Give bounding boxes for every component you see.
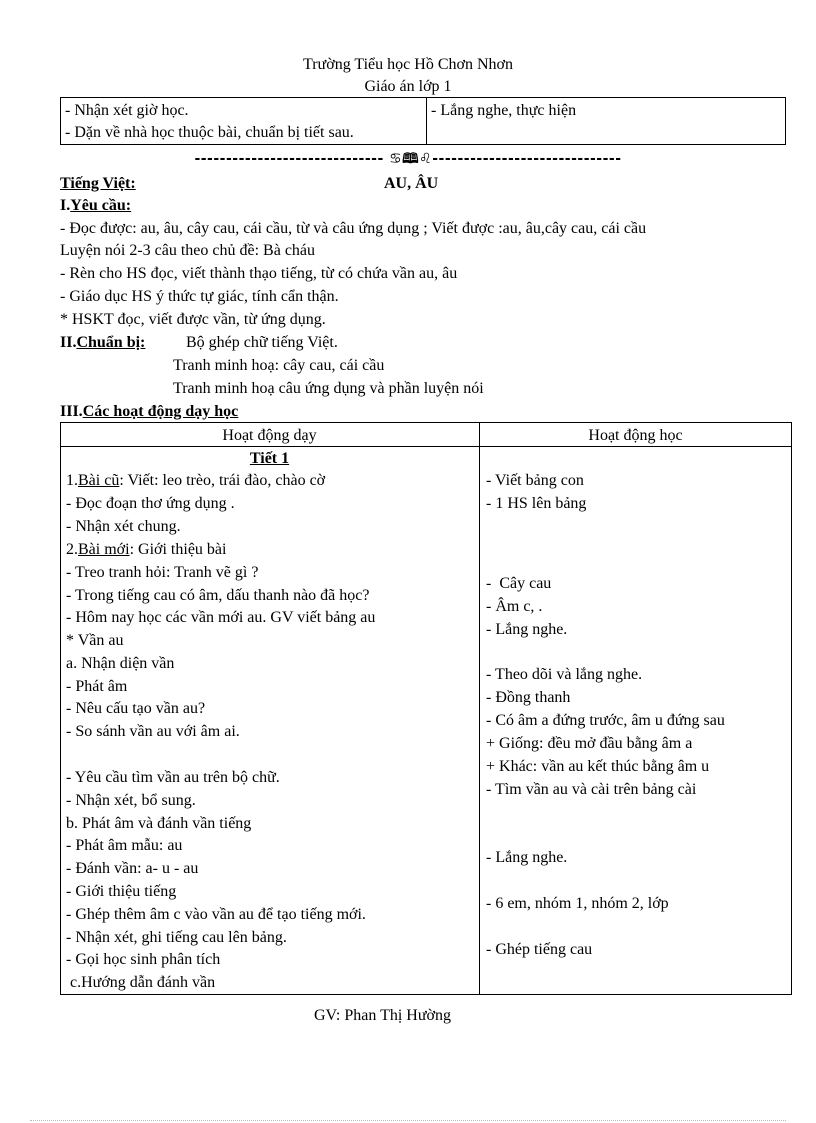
teacher-line-21: - Gọi học sinh phân tích <box>66 951 221 968</box>
student-line-2: - 1 HS lên bảng <box>486 495 587 512</box>
preparation-line-2: Tranh minh hoạ: cây cau, cái cầu <box>173 357 385 374</box>
student-line-1: - Viết bảng con <box>486 472 584 489</box>
teacher-line-22: c.Hướng dẫn đánh vần <box>66 974 216 991</box>
student-line-14: - Ghép tiếng cau <box>486 941 593 958</box>
teacher-line-14: - Nhận xét, bổ sung. <box>66 792 196 809</box>
teacher-line-7: - Hôm nay học các vần mới au. GV viết bảng au <box>66 609 376 626</box>
requirement-line-2: Luyện nói 2-3 câu theo chủ đề: Bà cháu <box>60 242 316 259</box>
requirement-line-1: - Đọc được: au, âu, cây cau, cái cầu, từ và câu ứng dụng ; Viết được :au, âu,cây cau, cái cầu <box>60 220 647 237</box>
section-1-heading <box>60 198 131 214</box>
page-bottom-border <box>30 1120 786 1121</box>
teacher-line-16: - Phát âm mẫu: au <box>66 837 183 854</box>
student-line-3: - Cây cau <box>486 575 552 592</box>
teacher-line-1-head: Bài cũ <box>78 472 120 489</box>
teacher-line-4 <box>66 542 226 558</box>
teacher-line-15: b. Phát âm và đánh vần tiếng <box>66 815 252 832</box>
activities-table-column-divider <box>479 422 480 995</box>
teacher-column-header: Hoạt động dạy <box>222 427 317 444</box>
teacher-line-13: - Yêu cầu tìm vần au trên bộ chữ. <box>66 769 280 786</box>
top-table-left-line-1: - Nhận xét giờ học. <box>65 102 189 119</box>
student-line-6: - Theo dõi và lắng nghe. <box>486 666 643 683</box>
subject-label: Tiếng Việt: <box>60 175 136 192</box>
section-1-title: Yêu cầu: <box>70 197 132 214</box>
section-3-heading <box>60 404 238 420</box>
teacher-line-10: - Phát âm <box>66 678 128 695</box>
teacher-line-1 <box>66 473 325 489</box>
section-2-number: II. <box>60 334 77 351</box>
section-3-title: Các hoạt động dạy học <box>82 403 239 420</box>
requirement-line-5: * HSKT đọc, viết được vần, từ ứng dụng. <box>60 311 326 328</box>
teacher-line-12: - So sánh vần au với âm ai. <box>66 723 240 740</box>
student-line-10: + Khác: vần au kết thúc bằng âm u <box>486 758 710 775</box>
top-table-divider <box>426 97 427 145</box>
preparation-line-1: Bộ ghép chữ tiếng Việt. <box>186 334 338 351</box>
section-divider: ------------------------------ ♋🕮♌------------------------------ <box>194 151 622 167</box>
period-title: Tiết 1 <box>249 450 290 467</box>
requirement-line-3: - Rèn cho HS đọc, viết thành thạo tiếng, từ có chứa vần au, âu <box>60 265 458 282</box>
student-line-5: - Lắng nghe. <box>486 621 568 638</box>
teacher-line-3: - Nhận xét chung. <box>66 518 181 535</box>
teacher-line-1-number: 1. <box>66 472 78 489</box>
teacher-line-6: - Trong tiếng cau có âm, dấu thanh nào đã học? <box>66 587 370 604</box>
teacher-line-5: - Treo tranh hỏi: Tranh vẽ gì ? <box>66 564 259 581</box>
student-line-4: - Âm c, . <box>486 598 543 615</box>
teacher-line-9: a. Nhận diện vần <box>66 655 175 672</box>
student-line-13: - 6 em, nhóm 1, nhóm 2, lớp <box>486 895 669 912</box>
preparation-line-3: Tranh minh hoạ câu ứng dụng và phần luyện nói <box>173 380 484 397</box>
lesson-plan-subtitle: Giáo án lớp 1 <box>364 78 452 95</box>
school-name: Trường Tiểu học Hồ Chơn Nhơn <box>303 56 513 73</box>
student-line-11: - Tìm vần au và cài trên bảng cài <box>486 781 697 798</box>
section-3-number: III. <box>60 403 83 420</box>
requirement-line-4: - Giáo dục HS ý thức tự giác, tính cẩn thận. <box>60 288 339 305</box>
teacher-line-17: - Đánh vần: a- u - au <box>66 860 199 877</box>
student-line-9: + Giống: đều mở đầu bằng âm a <box>486 735 693 752</box>
section-2-title: Chuẩn bị: <box>76 334 146 351</box>
section-1-number: I. <box>60 197 71 214</box>
teacher-line-1-rest: : Viết: leo trèo, trái đào, chào cờ <box>119 472 326 489</box>
student-line-8: - Có âm a đứng trước, âm u đứng sau <box>486 712 725 729</box>
teacher-line-11: - Nêu cấu tạo vần au? <box>66 700 206 717</box>
lesson-title: AU, ÂU <box>384 175 439 192</box>
section-2-heading <box>60 335 145 351</box>
teacher-line-2: - Đọc đoạn thơ ứng dụng . <box>66 495 235 512</box>
teacher-line-4-head: Bài mới <box>78 541 130 558</box>
teacher-line-20: - Nhận xét, ghi tiếng cau lên bảng. <box>66 929 287 946</box>
teacher-line-8: * Vần au <box>66 632 124 649</box>
student-line-12: - Lắng nghe. <box>486 849 568 866</box>
teacher-line-4-number: 2. <box>66 541 78 558</box>
teacher-line-18: - Giới thiệu tiếng <box>66 883 177 900</box>
top-table-left-line-2: - Dặn về nhà học thuộc bài, chuẩn bị tiết sau. <box>65 124 354 141</box>
student-line-7: - Đồng thanh <box>486 689 571 706</box>
activities-table-header-rule <box>60 446 792 447</box>
teacher-signature-line: GV: Phan Thị Hường <box>314 1007 451 1024</box>
teacher-line-19: - Ghép thêm âm c vào vần au để tạo tiếng mới. <box>66 906 366 923</box>
top-table-right-line-1: - Lắng nghe, thực hiện <box>431 102 577 119</box>
teacher-line-4-rest: : Giới thiệu bài <box>129 541 227 558</box>
student-column-header: Hoạt động học <box>588 427 683 444</box>
